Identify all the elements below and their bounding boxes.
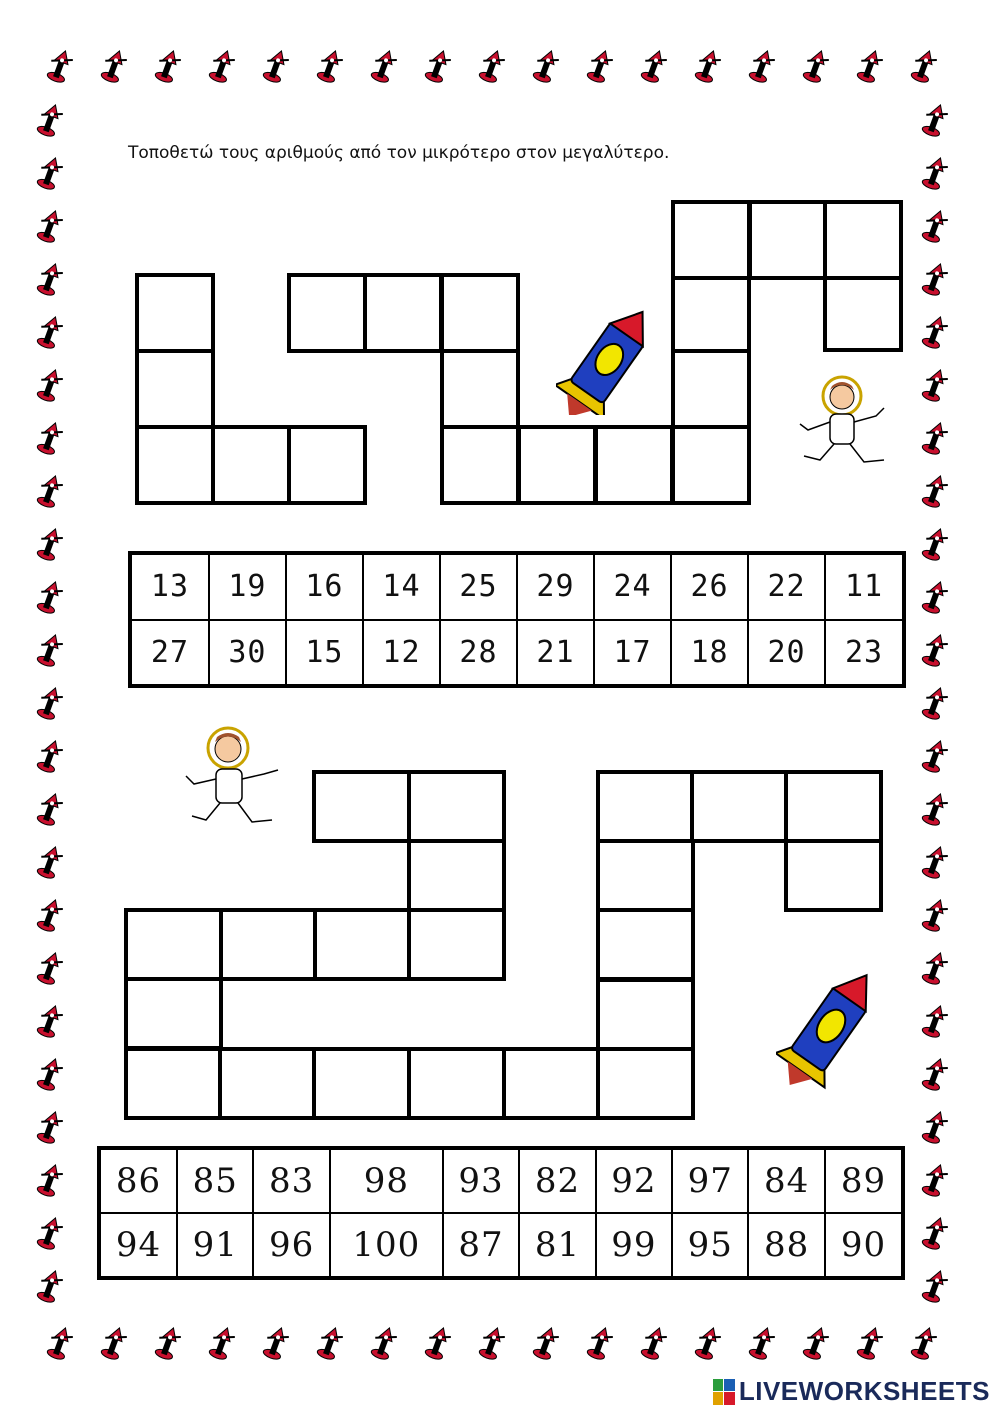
answer-box[interactable]: [596, 770, 695, 843]
number-cell: 15: [286, 620, 363, 687]
astronaut-icon: [790, 372, 894, 472]
number-cell: 86: [99, 1148, 177, 1213]
answer-box[interactable]: [784, 839, 883, 912]
answer-box[interactable]: [407, 1047, 506, 1120]
number-cell: 19: [209, 553, 286, 620]
number-cell: 14: [363, 553, 440, 620]
rocket-icon: [776, 962, 886, 1090]
number-cell: 30: [209, 620, 286, 687]
answer-box[interactable]: [596, 1047, 695, 1120]
astronaut-icon: [182, 724, 286, 836]
number-cell: 16: [286, 553, 363, 620]
number-cell: 91: [177, 1213, 253, 1278]
answer-box[interactable]: [312, 1047, 411, 1120]
answer-box[interactable]: [596, 978, 695, 1051]
table-row: [130, 620, 904, 687]
rocket-icon: [556, 300, 666, 415]
number-cell: 11: [825, 553, 904, 620]
number-cell: 21: [517, 620, 594, 687]
number-cell: 87: [443, 1213, 519, 1278]
number-cell: 89: [825, 1148, 903, 1213]
answer-box[interactable]: [596, 839, 695, 912]
number-cell: 96: [253, 1213, 329, 1278]
table-row: [99, 1148, 903, 1213]
answer-box[interactable]: [312, 770, 411, 843]
number-cell: 29: [517, 553, 594, 620]
answer-box[interactable]: [596, 908, 695, 981]
brand-text: LIVEWORKSHEETS: [738, 1376, 990, 1406]
answer-box[interactable]: [218, 908, 317, 981]
number-table-2: [97, 1146, 905, 1280]
number-cell: 88: [748, 1213, 824, 1278]
answer-box[interactable]: [312, 908, 411, 981]
table-row: [99, 1213, 903, 1278]
number-cell: 24: [594, 553, 671, 620]
number-cell: 27: [130, 620, 209, 687]
number-cell: 18: [671, 620, 748, 687]
number-cell: 100: [330, 1213, 443, 1278]
number-cell: 23: [825, 620, 904, 687]
number-cell: 82: [519, 1148, 595, 1213]
number-cell: 25: [440, 553, 517, 620]
number-cell: 95: [672, 1213, 748, 1278]
number-cell: 98: [330, 1148, 443, 1213]
instruction-text: Τοποθετώ τους αριθμούς από τον μικρότερο στον μεγαλύτερο.: [128, 143, 670, 163]
number-cell: 26: [671, 553, 748, 620]
number-cell: 99: [596, 1213, 672, 1278]
table-row: [130, 553, 904, 620]
number-cell: 17: [594, 620, 671, 687]
answer-box[interactable]: [124, 1047, 223, 1120]
number-cell: 28: [440, 620, 517, 687]
number-cell: 85: [177, 1148, 253, 1213]
number-cell: 13: [130, 553, 209, 620]
number-cell: 94: [99, 1213, 177, 1278]
number-cell: 12: [363, 620, 440, 687]
answer-box[interactable]: [407, 770, 506, 843]
number-cell: 83: [253, 1148, 329, 1213]
number-cell: 84: [748, 1148, 824, 1213]
answer-box[interactable]: [502, 1047, 601, 1120]
answer-box[interactable]: [407, 908, 506, 981]
answer-box[interactable]: [690, 770, 789, 843]
number-cell: 81: [519, 1213, 595, 1278]
answer-box[interactable]: [218, 1047, 317, 1120]
number-cell: 90: [825, 1213, 903, 1278]
answer-box[interactable]: [407, 839, 506, 912]
number-cell: 97: [672, 1148, 748, 1213]
number-cell: 22: [748, 553, 825, 620]
answer-box[interactable]: [124, 977, 223, 1050]
answer-box[interactable]: [784, 770, 883, 843]
number-cell: 20: [748, 620, 825, 687]
number-cell: 93: [443, 1148, 519, 1213]
answer-box[interactable]: [124, 908, 223, 981]
liveworksheets-logo: [713, 1376, 990, 1407]
number-table-1: [128, 551, 906, 688]
number-cell: 92: [596, 1148, 672, 1213]
